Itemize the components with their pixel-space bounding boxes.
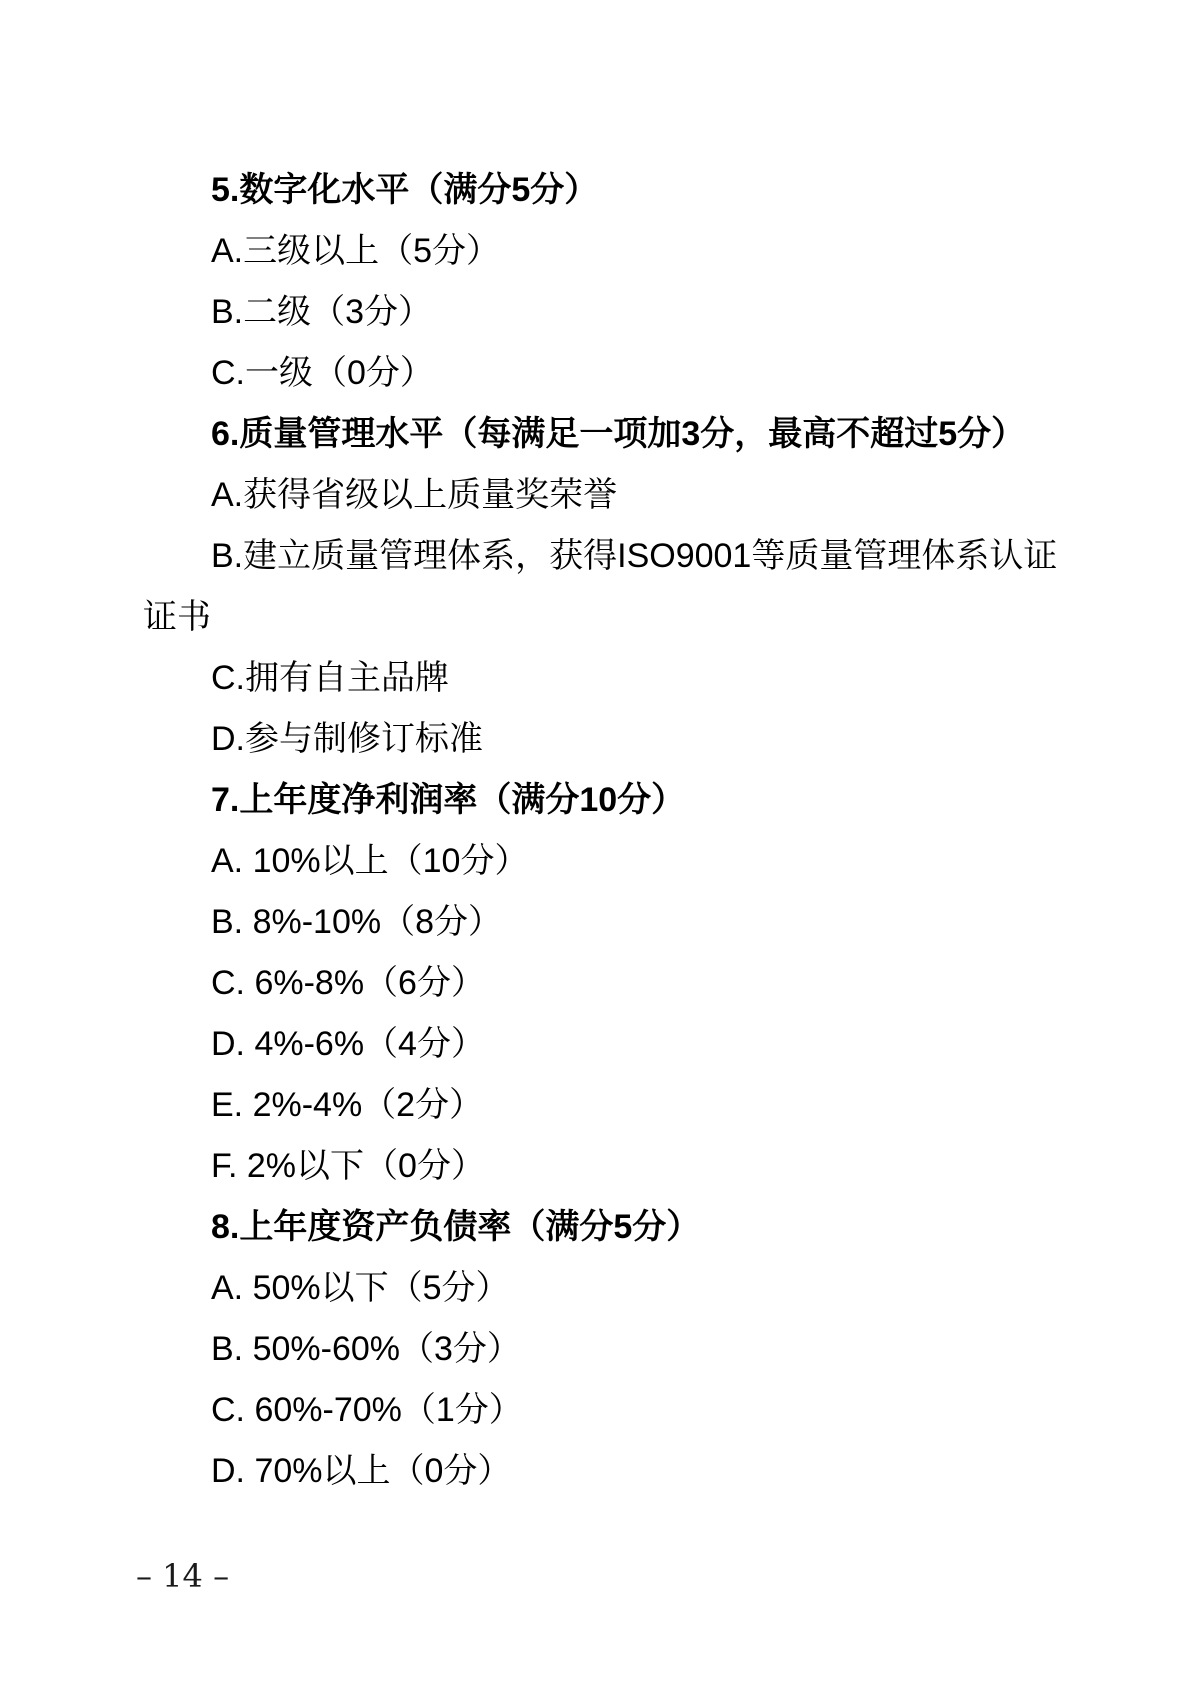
- option-line: D. 4%-6%（4分）: [211, 1025, 485, 1063]
- option-line: B. 8%-10%（8分）: [211, 903, 502, 941]
- option-line: A.获得省级以上质量奖荣誉: [211, 476, 618, 514]
- option-line: E. 2%-4%（2分）: [211, 1086, 484, 1124]
- option-line: A.三级以上（5分）: [211, 232, 501, 270]
- option-line: B.建立质量管理体系，获得ISO9001等质量管理体系认证证书: [143, 537, 1058, 636]
- option-line: C.一级（0分）: [211, 354, 434, 392]
- section-heading: 8.上年度资产负债率（满分5分）: [211, 1208, 701, 1246]
- page-content: [143, 160, 1063, 1502]
- section-heading: 6.质量管理水平（每满足一项加3分，最高不超过5分）: [211, 415, 1026, 453]
- section-heading: 5.数字化水平（满分5分）: [211, 171, 599, 209]
- option-line: D. 70%以上（0分）: [211, 1452, 512, 1490]
- option-line: C. 6%-8%（6分）: [211, 964, 485, 1002]
- option-line: A. 10%以上（10分）: [211, 842, 529, 880]
- option-line: C.拥有自主品牌: [211, 659, 449, 697]
- option-line: B.二级（3分）: [211, 293, 433, 331]
- option-line: A. 50%以下（5分）: [211, 1269, 510, 1307]
- option-line: C. 60%-70%（1分）: [211, 1391, 523, 1429]
- option-line: D.参与制修订标准: [211, 720, 483, 758]
- option-line: B. 50%-60%（3分）: [211, 1330, 521, 1368]
- page-number: – 14 –: [136, 1557, 230, 1595]
- option-line: F. 2%以下（0分）: [211, 1147, 485, 1185]
- section-heading: 7.上年度净利润率（满分10分）: [211, 781, 686, 819]
